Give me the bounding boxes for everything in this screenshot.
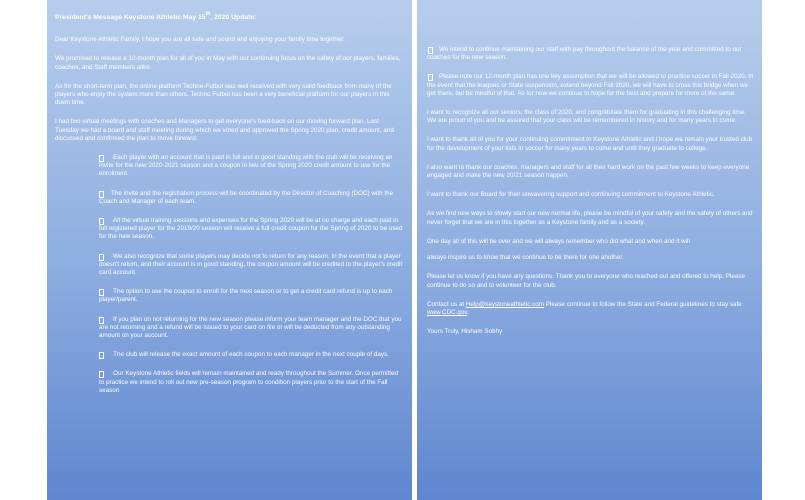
contact-paragraph [427,301,754,317]
plan-paragraph: We promised to release a 12-month plan for all of you in May with our continuing focus on the safety of our players, families, coaches, and Staff members alike. [55,55,401,71]
bullet-text: ·Each player with an account that is paid in full and in good standing with the club will be receiving an invite for the new 2020-2021 season and a coupon in lieu of the Spring 2020 credit amount to use for the enrolment. [99,154,393,178]
bullet-box-icon [428,47,433,54]
contact-email-link[interactable]: Help@keystoneathletic.com [465,300,545,308]
bullet-text: Please note our 12-month plan has one key assumption that we will be allowed to practice soccer in Fall 2020. In the event that the leagues or State suspension, extend beyond Fall 2020, we will have to cross this bridge when we get there, but be mindful of that. As for now we continue to hope for the best and prepare for more of the same. [427,73,754,97]
bullet-item [55,316,404,341]
bullet-item [427,73,754,98]
bullet-box-icon [428,74,433,81]
bullet-box-icon [99,254,104,261]
bullet-box-icon [99,191,104,198]
bullet-text: ·We also recognize that some players may decide not to return for any reason. In the event that a player doesn't return, and their account is in good standing, the coupon amount will be credited to the player's credit card account. [99,252,403,277]
thanks-families-paragraph: I want to thank all of you for your continuing commitment to Keystone Athletic and I hope we remain your trusted club for the development of your kids in soccer for many years to come and until they graduate to college. [427,136,753,152]
bullet-item [55,370,404,395]
bullet-text: ·All the virtual training sessions and expenses for the Spring 2020 will be at no charge and each paid in full registered player for the 2019/20 season will receive a full credit coupon for the Spring of 2020 to be used for the new season. [99,217,403,241]
closing-line-1: One day all of this will be over and we will always remember who did what and when and it will [427,237,690,245]
short-term-paragraph: As for the short-term plan, the online platform Techne-Futbol was well received with very solid feedback from many of the players who enjoy the system more than others. Techno Futbol has been a very beneficial platform for our players in this down time. [55,82,392,107]
thanks-board-paragraph: I want to thank our Board for their unwavering support and continuing commitment to Keystone Athletic. [427,191,715,199]
greeting-paragraph: Dear Keystone Athletic Family, I hope you are all safe and sound and enjoying your family time together. [55,36,345,44]
cdc-link[interactable]: www.CDC.gov [427,309,468,317]
letter-title [55,11,404,22]
bullet-item [55,154,404,179]
bullet-text: The invite and the registration process will be coordinated by the Director of Coaching (DOC) with the Coach and Manager of each team. [99,189,394,205]
bullet-item [55,288,404,304]
bullet-item [55,190,404,206]
contact-text-mid: Please continue to follow the State and Federal guidelines to stay safe [544,300,742,308]
closing-paragraph [427,238,754,263]
letter-page-right [417,0,762,500]
bullet-text: ·The option to use the coupon to enroll for the next season or to get a credit card refund is up to each player/parent. [99,288,393,304]
bullet-item [55,253,404,278]
contact-text: Contact us at [427,300,466,308]
contact-text-end: . [467,309,469,317]
bullet-text: ·If you plan on not returning for the new season please inform your team manager and the DOC that you are not returning and a refund will be issued to your card on file or will be deducted from any outstanding amount on your account. [99,315,402,340]
bullet-box-icon [99,371,104,378]
bullet-box-icon [99,155,104,162]
bullet-text: We intend to continue maintaining our staff with pay throughout the balance of the year and committed to our coaches for the new season. [427,46,742,62]
letter-page-left [47,0,412,500]
bullet-text: ·The club will release the exact amount of each coupon to each manager in the next couple of days. [111,351,389,359]
bullet-item [55,351,404,359]
signoff: Yours Truly, Hisham Sobhy [427,328,503,336]
title-superscript: th [205,11,211,17]
bullet-item [55,217,404,242]
bullet-box-icon [99,317,104,324]
questions-paragraph: Please let us know if you have any questions. Thank you to everyone who reached out and offered to help. Please continue to do so and to volunteer for the club. [427,273,745,289]
meetings-paragraph: I had two virtual meetings with coaches and Managers to get everyone's feed-back on our moving forward plan. Last Tuesday we had a board and staff meeting during which we voted and approved the Spring 2020 plan, credit amount, and discussed and confirmed the plan to move forward. [55,118,394,142]
bullet-box-icon [99,289,104,296]
closing-line-2: always inspire us to know that we continue to be there for one another. [427,254,624,262]
bullet-item [427,46,754,62]
bullet-box-icon [99,352,104,359]
bullet-text: ·Our Keystone Athletic fields will remain maintained and ready throughout the Summer. Once permitted to practice we intend to roll out new pre-season program to condition players prior to the start of the Fall season [99,370,399,394]
bullet-box-icon [99,218,104,225]
seniors-paragraph: I want to recognize all our seniors, the class of 2020, and congratulate them for graduating in this challenging time. We are proud of you and be assured that your class will be remembered in history and for many years to come. [427,109,746,125]
title-text-end: , 2020 Update: [210,14,257,21]
safety-paragraph: As we find new ways to slowly start our new normal life, please be mindful of your safety and the safety of others and never forget that we are in this together as a Keystone family and as a society. [427,210,753,226]
thanks-staff-paragraph: I also want to thank our coaches, managers and staff for all their hard work on the past few weeks to keep everyone engaged and make the new 20/21 season happen. [427,163,750,180]
title-text: President's Message Keystone Athletic May 15 [55,14,206,21]
